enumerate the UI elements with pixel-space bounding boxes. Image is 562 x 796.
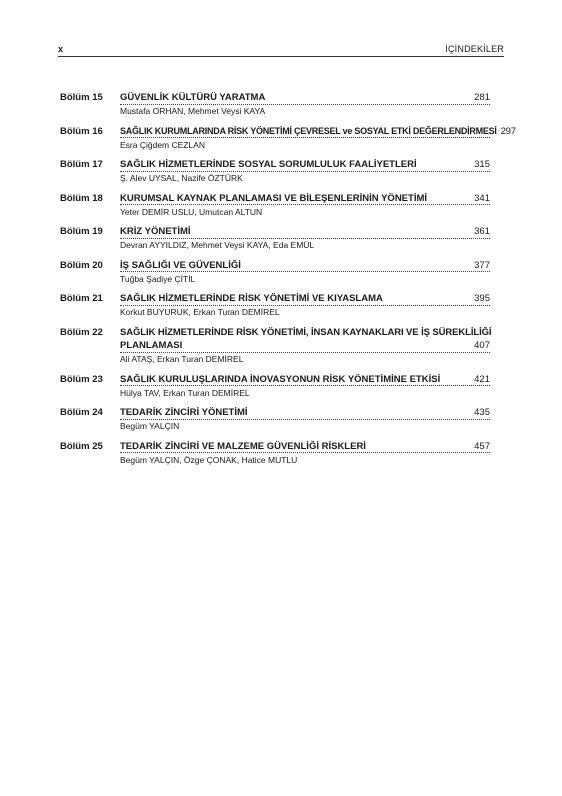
chapter-authors: Begüm YALÇIN xyxy=(120,421,180,431)
chapter-number: Bölüm 18 xyxy=(60,192,103,204)
chapter-page: 421 xyxy=(474,373,490,385)
chapter-number: Bölüm 16 xyxy=(60,125,103,137)
toc-entry-17[interactable] xyxy=(60,159,490,184)
chapter-authors: Ali ATAŞ, Erkan Turan DEMİREL xyxy=(120,354,244,364)
chapter-title[interactable]: SAĞLIK KURUMLARINDA RİSK YÖNETİMİ ÇEVRESEL ve SOSYAL ETKİ DEĞERLENDİRMESİ xyxy=(120,125,497,136)
toc-entry-18[interactable] xyxy=(60,193,490,218)
toc-entry-21[interactable] xyxy=(60,293,490,318)
toc-entry-22[interactable] xyxy=(60,327,490,366)
chapter-title[interactable]: SAĞLIK KURULUŞLARINDA İNOVASYONUN RİSK YÖNETİMİNE ETKİSİ xyxy=(120,373,441,385)
toc-entry-24[interactable] xyxy=(60,407,490,432)
chapter-page: 377 xyxy=(474,259,490,271)
chapter-page: 457 xyxy=(474,440,490,452)
chapter-number: Bölüm 21 xyxy=(60,293,103,304)
toc-entry-16[interactable] xyxy=(60,125,516,151)
toc-entry-15[interactable] xyxy=(60,92,490,117)
chapter-page: 407 xyxy=(474,340,490,351)
page-header xyxy=(58,40,504,54)
chapter-authors: Korkut BUYURUK, Erkan Turan DEMİREL xyxy=(120,307,280,317)
toc-entry-25[interactable] xyxy=(60,441,490,466)
chapter-number: Bölüm 15 xyxy=(60,92,103,103)
header-rule xyxy=(58,56,504,57)
chapter-title[interactable]: GÜVENLİK KÜLTÜRÜ YARATMA xyxy=(120,92,266,103)
chapter-page: 341 xyxy=(474,192,490,204)
chapter-number: Bölüm 20 xyxy=(60,259,103,271)
chapter-page: 361 xyxy=(474,226,490,237)
chapter-page: 435 xyxy=(474,407,490,418)
chapter-authors: Ş. Alev UYSAL, Nazife ÖZTÜRK xyxy=(120,173,243,183)
chapter-authors: Begüm YALÇIN, Özge ÇONAK, Hatice MUTLU xyxy=(120,454,298,465)
chapter-number: Bölüm 23 xyxy=(60,373,103,385)
chapter-number: Bölüm 19 xyxy=(60,226,103,237)
chapter-number: Bölüm 24 xyxy=(60,407,103,418)
chapter-page: 395 xyxy=(474,293,490,304)
chapter-authors: Hülya TAV, Erkan Turan DEMİREL xyxy=(120,387,250,398)
chapter-authors: Mustafa ORHAN, Mehmet Veysi KAYA xyxy=(120,106,266,116)
chapter-title[interactable]: KURUMSAL KAYNAK PLANLAMASI VE BİLEŞENLERİNİN YÖNETİMİ xyxy=(120,192,428,204)
chapter-authors: Yeter DEMİR USLU, Umutcan ALTUN xyxy=(120,206,263,217)
chapter-number: Bölüm 25 xyxy=(60,440,103,452)
chapter-title[interactable]: TEDARİK ZİNCİRİ YÖNETİMİ xyxy=(120,407,248,418)
table-of-contents xyxy=(60,92,516,474)
chapter-title[interactable]: SAĞLIK HİZMETLERİNDE SOSYAL SORUMLULUK FAALİYETLERİ xyxy=(120,159,417,170)
chapter-number: Bölüm 17 xyxy=(60,159,103,170)
chapter-authors: Esra Çiğdem CEZLAN xyxy=(120,139,206,150)
chapter-title[interactable]: SAĞLIK HİZMETLERİNDE RİSK YÖNETİMİ VE KIYASLAMA xyxy=(120,293,383,304)
chapter-page: 315 xyxy=(474,159,490,170)
chapter-title[interactable]: TEDARİK ZİNCİRİ VE MALZEME GÜVENLİĞİ RİSKLERİ xyxy=(120,440,366,452)
page-number: x xyxy=(58,44,64,54)
chapter-authors: Tuğba Şadiye ÇİTİL xyxy=(120,273,196,284)
chapter-title[interactable]: KRİZ YÖNETİMİ xyxy=(120,226,191,237)
toc-entry-23[interactable] xyxy=(60,374,490,399)
chapter-page: 281 xyxy=(474,92,490,103)
toc-entry-20[interactable] xyxy=(60,260,490,285)
section-title: İÇİNDEKİLER xyxy=(445,44,504,54)
chapter-authors: Devran AYYILDIZ, Mehmet Veysi KAYA, Eda EMÜL xyxy=(120,240,315,250)
chapter-number: Bölüm 22 xyxy=(60,326,103,338)
chapter-title[interactable]: PLANLAMASI xyxy=(120,340,183,351)
chapter-title-line1[interactable]: SAĞLIK HİZMETLERİNDE RİSK YÖNETİMİ, İNSAN KAYNAKLARI VE İŞ SÜREKLİLİĞİ xyxy=(120,326,492,338)
chapter-page: 297 xyxy=(500,125,516,137)
toc-entry-19[interactable] xyxy=(60,226,490,251)
chapter-title[interactable]: İŞ SAĞLIĞI VE GÜVENLİĞİ xyxy=(120,259,241,271)
